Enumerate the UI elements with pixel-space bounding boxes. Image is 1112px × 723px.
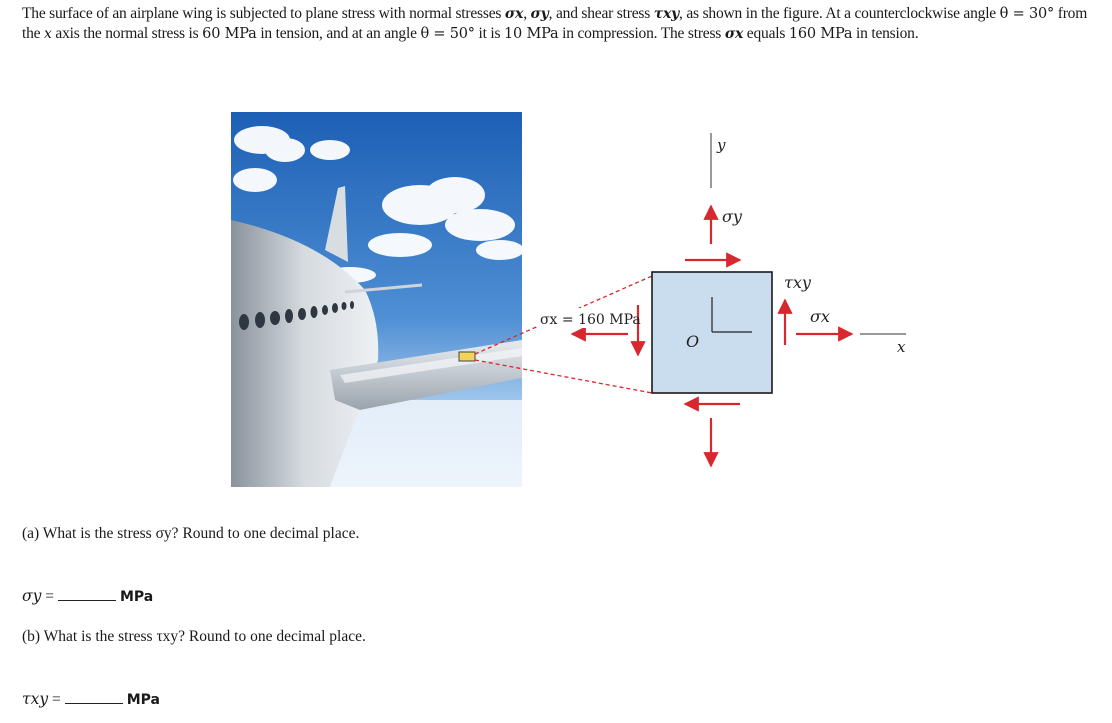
origin-label: O <box>686 332 700 351</box>
part-a-symbol: σy <box>22 587 42 605</box>
sigma-y-symbol: σy <box>530 6 549 22</box>
x-variable: x <box>44 26 52 42</box>
problem-text: The surface of an airplane wing is subjected to plane stress with normal stresses <box>22 5 505 22</box>
part-a-equals: = <box>45 588 54 605</box>
x-axis-label: x <box>897 338 906 356</box>
part-a-answer-row <box>22 587 153 606</box>
wing-element-marker <box>459 352 475 361</box>
part-a-question: (a) What is the stress σy? Round to one decimal place. <box>22 525 360 542</box>
sigma-x-value-label: σx = 160 MPa <box>540 312 641 328</box>
part-b-answer-blank[interactable] <box>65 691 123 704</box>
problem-text: it is <box>474 25 505 42</box>
sigma-x-arrow-label: σx <box>810 307 830 326</box>
problem-text: from the <box>22 5 1088 42</box>
part-b-equals: = <box>51 691 61 708</box>
angle-value-1: θ = 30° <box>999 6 1055 22</box>
part-b-symbol: τxy <box>22 690 49 708</box>
part-b-unit: MPa <box>126 692 160 708</box>
y-axis-label: y <box>717 136 726 154</box>
tau-label: τxy <box>784 273 811 292</box>
problem-text: in compression. The stress <box>558 25 725 42</box>
stress-value-1: 60 MPa <box>202 26 257 42</box>
stress-value-3: 160 MPa <box>788 26 853 42</box>
problem-text: in tension, and at an angle <box>256 25 421 42</box>
sigma-x-symbol: σx <box>504 6 524 22</box>
angle-value-2: θ = 50° <box>420 26 475 42</box>
part-b-question: (b) What is the stress τxy? Round to one decimal place. <box>22 628 366 645</box>
sigma-x-symbol: σx <box>724 26 744 42</box>
problem-text: , as shown in the figure. At a counterclockwise angle <box>679 5 1000 22</box>
problem-text: axis the normal stress is <box>51 25 203 42</box>
tau-xy-symbol: τxy <box>653 6 680 22</box>
part-a-answer-blank[interactable] <box>58 588 116 601</box>
sigma-y-label: σy <box>722 207 742 226</box>
part-b-answer-row <box>22 690 160 709</box>
stress-value-2: 10 MPa <box>504 26 559 42</box>
problem-text: , <box>523 5 531 22</box>
problem-text: , and shear stress <box>548 5 654 22</box>
problem-text: in tension. <box>852 25 919 42</box>
airplane-photo <box>231 112 524 487</box>
part-a-unit: MPa <box>119 589 154 605</box>
problem-text: equals <box>743 25 789 42</box>
